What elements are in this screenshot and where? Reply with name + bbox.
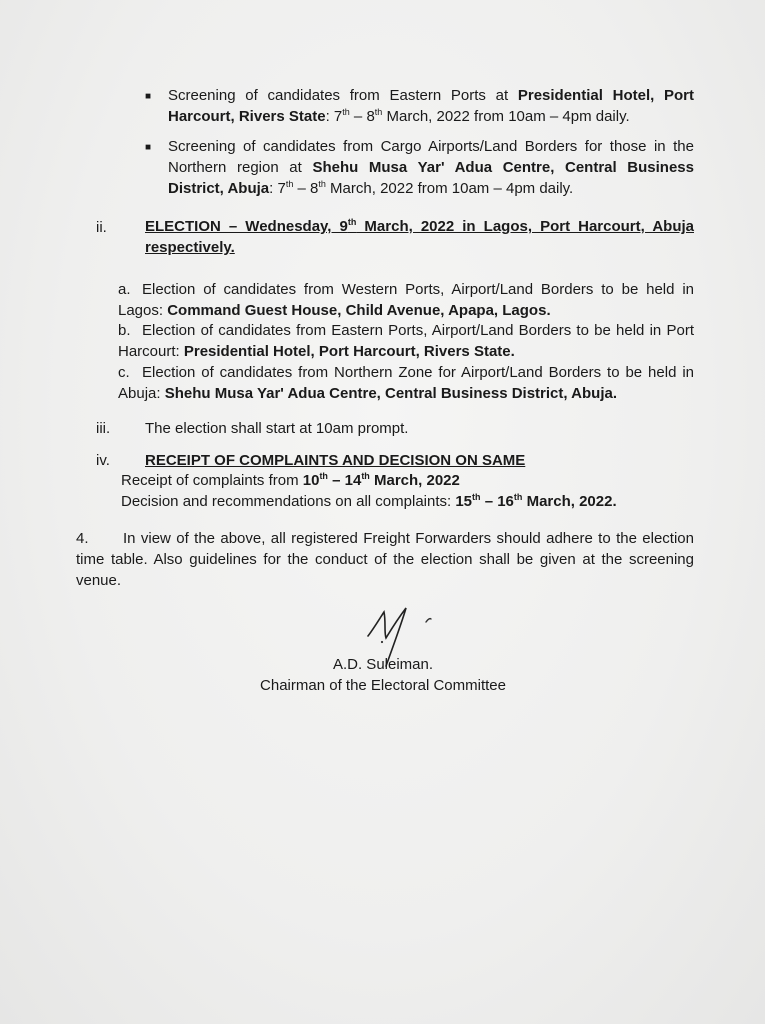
date-start: 15 xyxy=(455,493,473,510)
date-end: 8 xyxy=(366,108,375,125)
ordinal-suffix: th xyxy=(361,471,370,481)
bullet-text: Screening of candidates from Cargo Airports/Land Borders for those in the Northern region at xyxy=(168,138,694,176)
paragraph-text: In view of the above, all registered Freight Forwarders should adhere to the election time table. Also guidelines for the conduct of the election shall be given at the screening venue. xyxy=(76,530,694,589)
section-numeral: ii. xyxy=(96,219,107,236)
bullet-item-eastern-ports: Screening of candidates from Eastern Ports at Presidential Hotel, Port Harcourt, Rivers State: 7th – 8th March, 2022 from 10am – 4pm daily. xyxy=(168,87,694,125)
date-start: 7 xyxy=(333,108,343,125)
ordinal-suffix: th xyxy=(285,179,294,189)
election-item-abuja xyxy=(118,362,694,404)
signatory-name: A.D. Suleiman. xyxy=(332,656,434,673)
date-start: 7 xyxy=(277,180,286,197)
bullet-schedule: March, 2022 from 10am – 4pm daily. xyxy=(382,108,630,125)
ordinal-suffix: th xyxy=(347,217,357,227)
paragraph-number: 4. xyxy=(76,530,89,547)
heading-text: March, 2022 in Lagos, Port Harcourt, Abuja respectively. xyxy=(145,218,694,256)
line-text: Decision and recommendations on all complaints: xyxy=(121,493,456,510)
date-month: March, 2022. xyxy=(522,493,617,510)
bullet-schedule: March, 2022 from 10am – 4pm daily. xyxy=(325,180,574,197)
item-text: Election of candidates from Northern Zone for Airport/Land Borders to be held in Abuja: xyxy=(118,364,694,402)
election-item-port-harcourt xyxy=(118,320,694,362)
list-marker: b. xyxy=(118,322,131,339)
ordinal-suffix: th xyxy=(342,107,350,117)
ordinal-suffix: th xyxy=(319,471,328,481)
bullet-venue: Presidential Hotel, Port Harcourt, Rivers State xyxy=(168,87,694,125)
ordinal-suffix: th xyxy=(472,492,481,502)
ordinal-suffix: th xyxy=(318,179,326,189)
ordinal-suffix: th xyxy=(374,107,383,117)
date-end: 8 xyxy=(310,180,319,197)
decision-line xyxy=(121,491,617,512)
line-text: Receipt of complaints from xyxy=(121,472,303,489)
paragraph-4 xyxy=(76,528,694,591)
section-ii-heading xyxy=(145,216,694,258)
bullet-marker: ■ xyxy=(145,91,152,102)
date-start: 10 xyxy=(302,472,320,489)
list-marker: a. xyxy=(118,281,131,298)
ordinal-suffix: th xyxy=(513,492,523,502)
section-iv-heading: RECEIPT OF COMPLAINTS AND DECISION ON SAME xyxy=(145,452,526,469)
bullet-text: Screening of candidates from Eastern Ports at xyxy=(168,87,518,104)
date-month: March, 2022 xyxy=(369,472,460,489)
election-item-lagos xyxy=(118,279,694,321)
date-end: – 14 xyxy=(327,472,362,489)
section-numeral: iii. xyxy=(96,420,111,437)
complaints-receipt-line xyxy=(121,470,460,491)
item-venue: Presidential Hotel, Port Harcourt, Rivers State. xyxy=(183,343,515,360)
signatory-title: Chairman of the Electoral Committee xyxy=(260,677,506,694)
section-iii-text: The election shall start at 10am prompt. xyxy=(145,420,409,437)
bullet-item-cargo-airports: Screening of candidates from Cargo Airports/Land Borders for those in the Northern region at Shehu Musa Yar' Adua Centre, Central Business District, Abuja: 7th – 8th March, 2022 from 10am – 4pm daily. xyxy=(168,138,694,197)
date-end: – 16 xyxy=(480,493,514,510)
item-venue: Shehu Musa Yar' Adua Centre, Central Business District, Abuja. xyxy=(164,385,617,402)
bullet-venue: Shehu Musa Yar' Adua Centre, Central Business District, Abuja xyxy=(168,159,694,197)
bullet-marker: ■ xyxy=(145,142,152,153)
heading-text: ELECTION – Wednesday, 9 xyxy=(145,218,348,235)
item-text: Election of candidates from Western Ports, Airport/Land Borders to be held in Lagos: xyxy=(118,281,694,319)
section-numeral: iv. xyxy=(96,452,110,469)
list-marker: c. xyxy=(118,364,130,381)
item-venue: Command Guest House, Child Avenue, Apapa, Lagos. xyxy=(167,302,551,319)
item-text: Election of candidates from Eastern Ports, Airport/Land Borders to be held in Port Harcourt: xyxy=(118,322,694,360)
